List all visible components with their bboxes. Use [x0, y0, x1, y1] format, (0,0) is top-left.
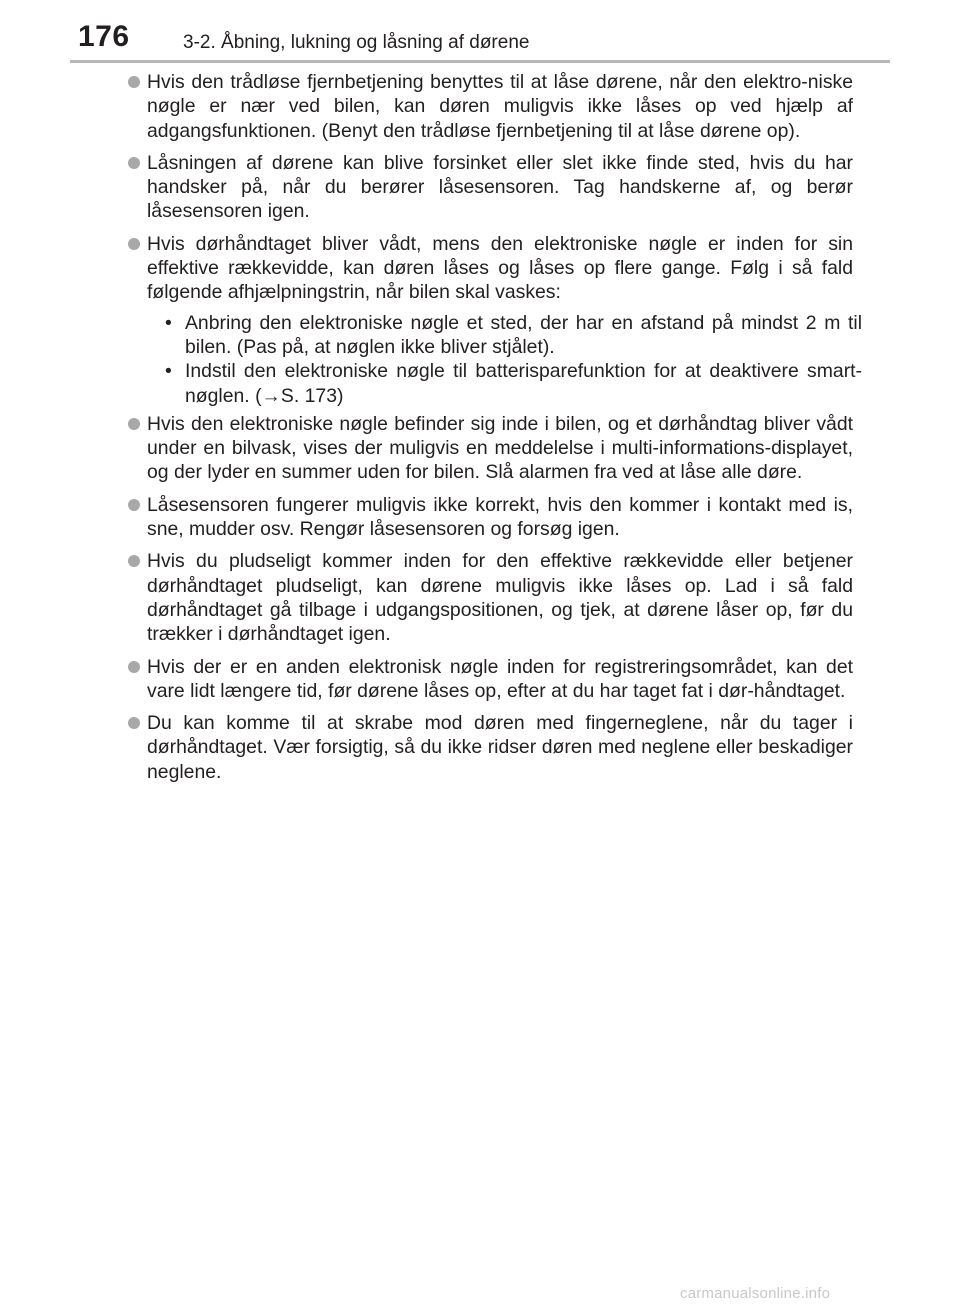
list-item	[127, 232, 862, 408]
list-item	[127, 655, 853, 704]
content-body	[127, 70, 862, 792]
section-title: 3-2. Åbning, lukning og låsning af dørene	[183, 32, 530, 53]
list-item-text: Hvis der er en anden elektronisk nøgle inden for registreringsområdet, kan det vare lidt længere tid, før dørene låses op, efter at du har taget fat i dør-håndtaget.	[147, 655, 853, 702]
sub-list-item-text: Anbring den elektroniske nøgle et sted, der har en afstand på mindst 2 m til bilen. (Pas på, at nøglen ikke bliver stjålet).	[185, 311, 862, 358]
bullet-dot-icon	[128, 717, 140, 729]
sub-bullet-icon: •	[165, 311, 172, 334]
list-item	[127, 711, 853, 784]
page-number: 176	[78, 20, 130, 53]
list-item	[127, 70, 853, 143]
sub-list-item-text: Indstil den elektroniske nøgle til batterisparefunktion for at deaktivere smart-nøglen. (→S. 173)	[185, 360, 862, 407]
bullet-dot-icon	[128, 418, 140, 430]
bullet-dot-icon	[128, 661, 140, 673]
bullet-dot-icon	[128, 555, 140, 567]
list-item	[127, 549, 853, 646]
watermark: carmanualsonline.info	[680, 1285, 831, 1302]
sub-bullet-icon: •	[165, 360, 172, 383]
list-item	[127, 493, 853, 542]
page-header	[0, 0, 960, 66]
list-item	[127, 151, 853, 224]
bullet-dot-icon	[128, 238, 140, 250]
list-item-text: Låsningen af dørene kan blive forsinket eller slet ikke finde sted, hvis du har handsker på, når du berører låsesensoren. Tag handskerne af, og berør låsesensoren igen.	[147, 151, 853, 223]
bullet-dot-icon	[128, 499, 140, 511]
list-item-text: Hvis du pludseligt kommer inden for den effektive rækkevidde eller betjener dørhåndtaget pludseligt, kan dørene muligvis ikke låses op. Lad i så fald dørhåndtaget gå tilbage i udgangspositionen, og tjek, at dørene låser op, før du trækker i dørhåndtaget igen.	[147, 550, 853, 646]
list-item-text: Hvis dørhåndtaget bliver vådt, mens den elektroniske nøgle er inden for sin effektive rækkevidde, kan døren låses og låses op flere gange. Følg i så fald følgende afhjælpningstrin, når bilen skal vaskes:	[147, 232, 853, 304]
sub-list-item	[165, 359, 862, 408]
sub-list	[147, 311, 862, 408]
list-item	[127, 412, 853, 485]
header-divider	[70, 60, 890, 63]
list-item-text: Du kan komme til at skrabe mod døren med fingerneglene, når du tager i dørhåndtaget. Vær forsigtig, så du ikke ridser døren med neglene eller beskadiger neglene.	[147, 712, 853, 783]
bullet-dot-icon	[128, 76, 140, 88]
bullet-dot-icon	[128, 157, 140, 169]
list-item-text: Hvis den trådløse fjernbetjening benyttes til at låse dørene, når den elektro-niske nøgle er nær ved bilen, kan døren muligvis ikke låses op ved hjælp af adgangsfunktionen. (Benyt den trådløse fjernbetjening til at låse dørene op).	[147, 71, 853, 142]
sub-list-item	[165, 311, 862, 360]
list-item-text: Hvis den elektroniske nøgle befinder sig inde i bilen, og et dørhåndtag bliver vådt under en bilvask, vises der muligvis en meddelelse i multi-informations-displayet, og der lyder en summer uden for bilen. Slå alarmen fra ved at låse alle døre.	[147, 412, 853, 484]
list-item-text: Låsesensoren fungerer muligvis ikke korrekt, hvis den kommer i kontakt med is, sne, mudder osv. Rengør låsesensoren og forsøg igen.	[147, 493, 853, 541]
